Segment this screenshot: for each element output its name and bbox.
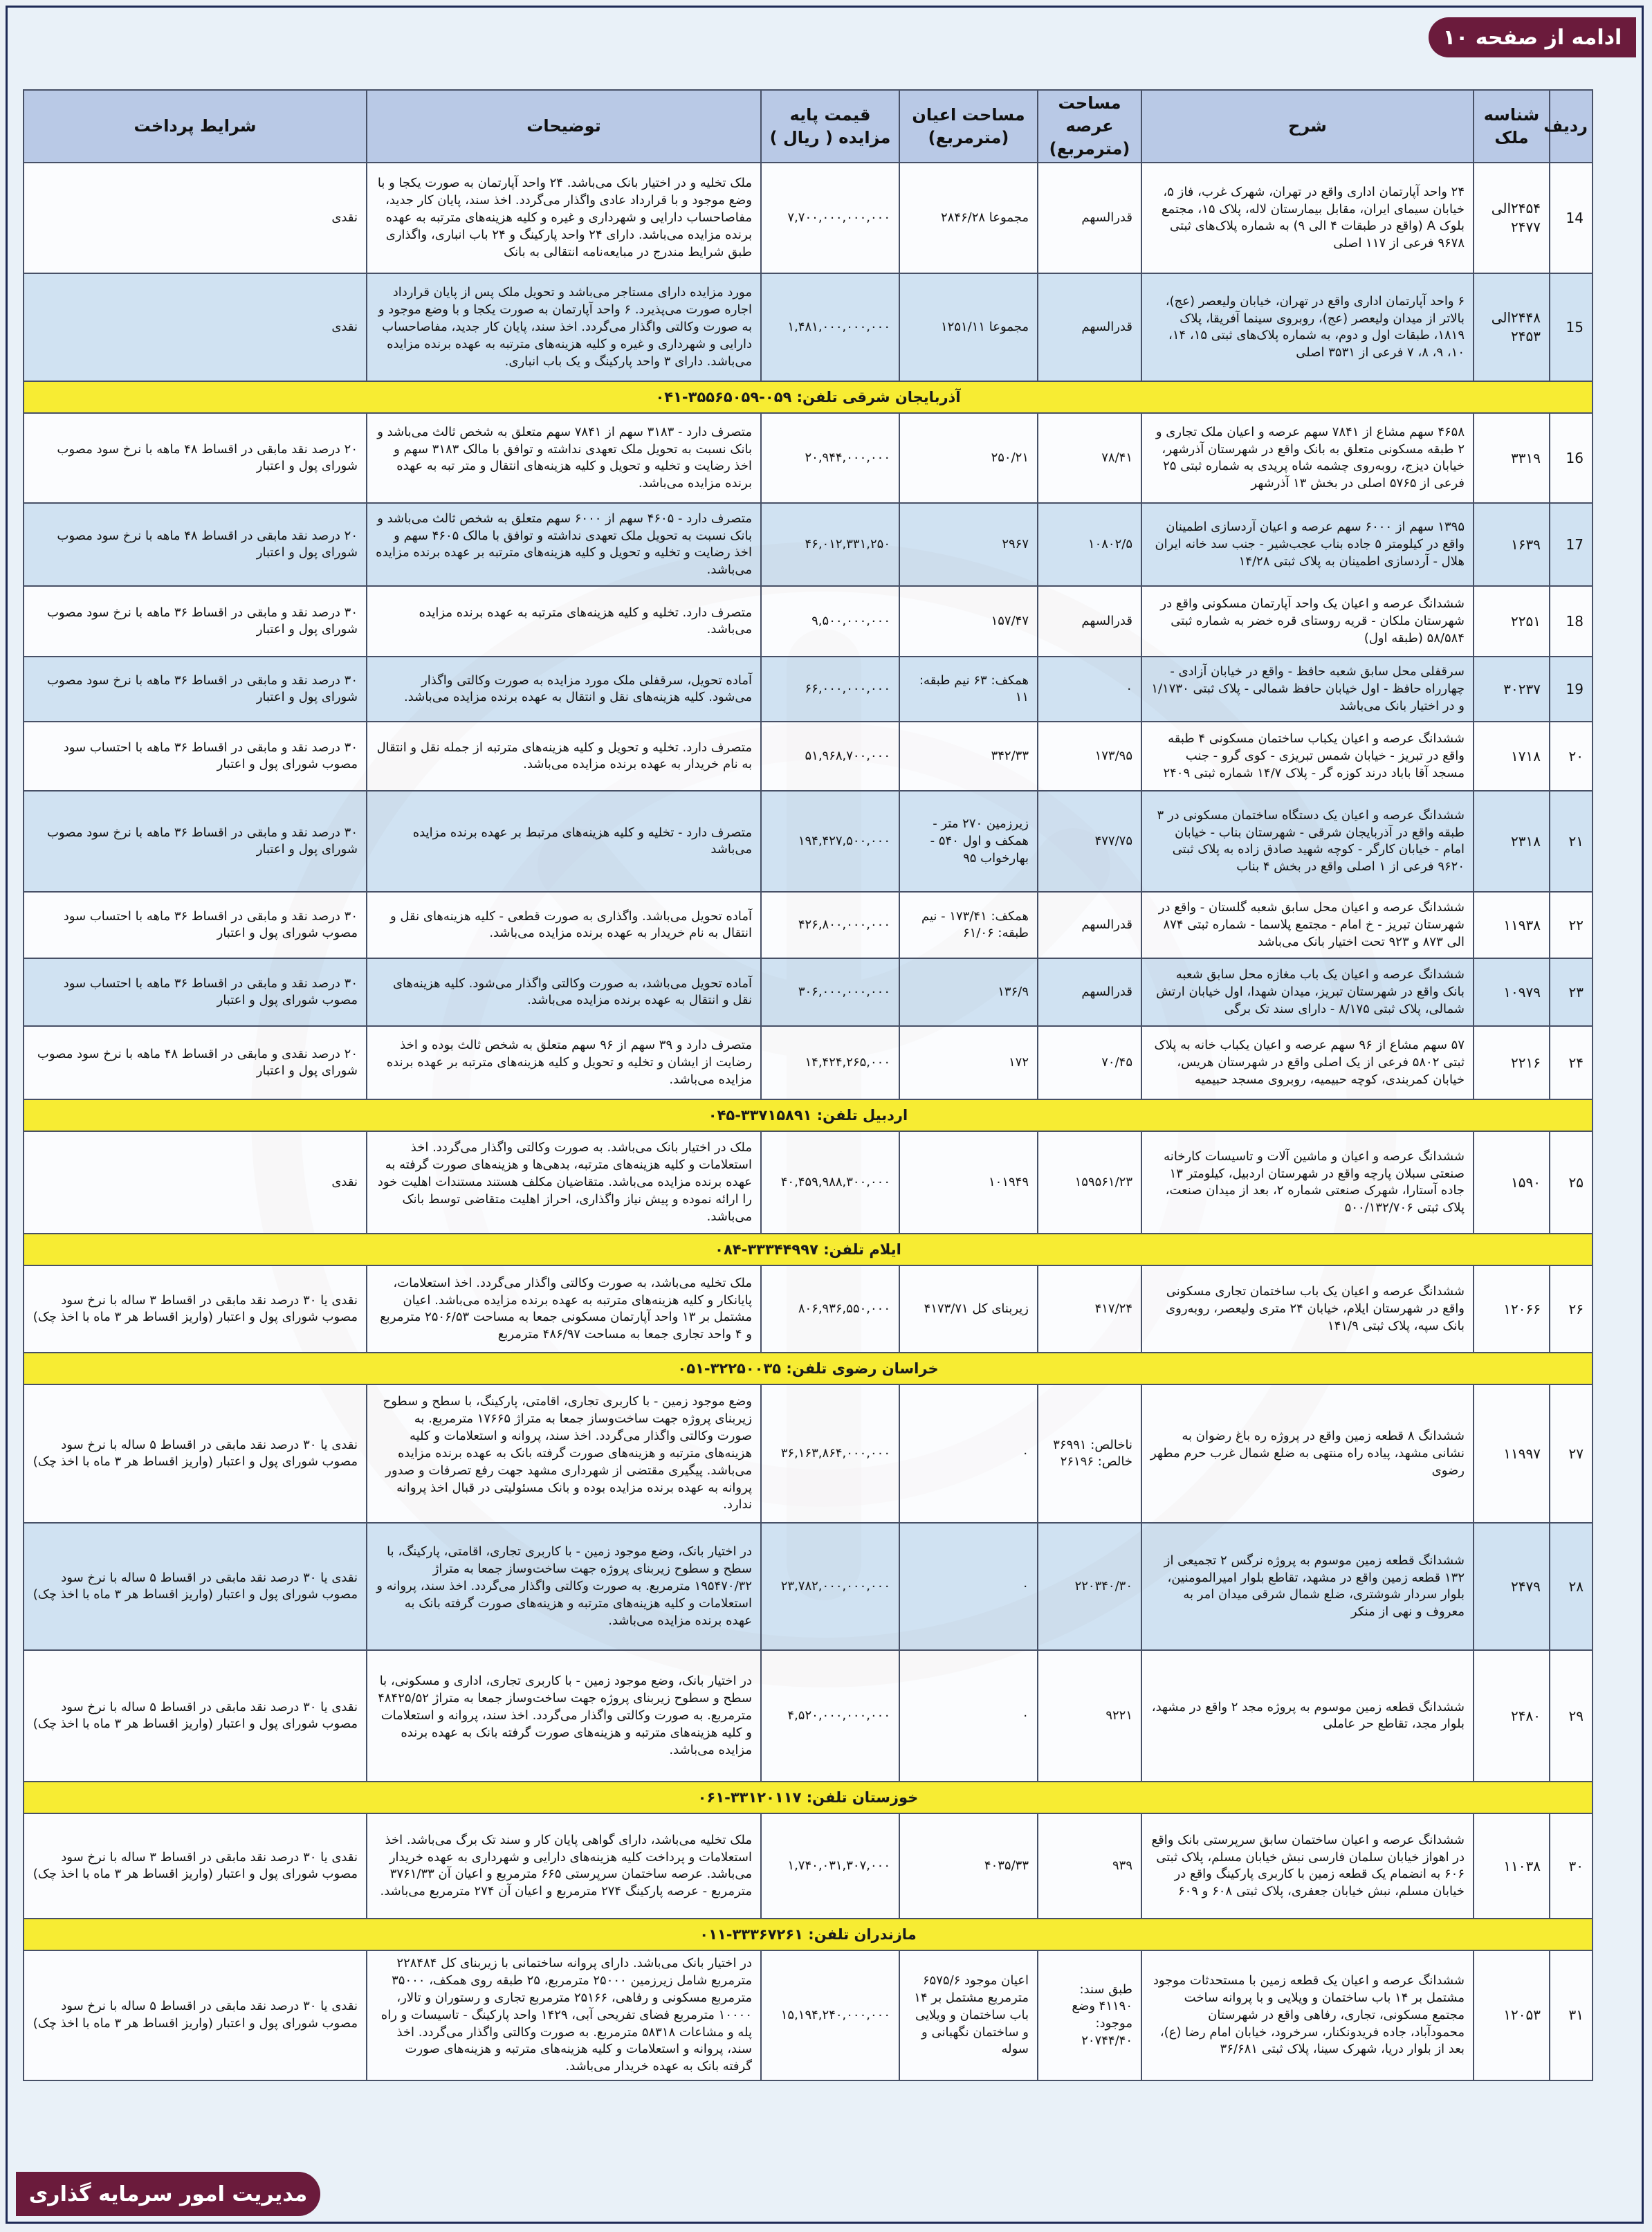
property-description: ششدانگ عرصه و اعیان و ماشین آلات و تاسیسات کارخانه صنعتی سبلان پارچه واقع در شهرستان اردبیل، کیلومتر ۱۳ جاده آستارا، شهرک صنعتی شماره ۲، بعد از میدان صنعت، پلاک ثبتی ۵۰۰/۱۳۲/۷۰۶ — [1141, 1131, 1474, 1234]
page-frame — [6, 6, 1644, 2224]
row-number: 15 — [1550, 273, 1593, 381]
land-area: قدرالسهم — [1038, 958, 1141, 1026]
table-row — [24, 163, 1593, 273]
property-code: ۱۷۱۸ — [1474, 722, 1550, 791]
payment-terms: ۲۰ درصد نقد مابقی در اقساط ۴۸ ماهه با نرخ سود مصوب شورای پول و اعتبار — [24, 413, 367, 503]
land-area: ۱۵۹۵۶۱/۲۳ — [1038, 1131, 1141, 1234]
header-radif: ردیف — [1550, 90, 1593, 163]
property-code: ۲۲۵۱ — [1474, 586, 1550, 657]
property-notes: متصرف دارد. تخلیه و کلیه هزینه‌های مترتبه به عهده برنده مزایده می‌باشد. — [367, 586, 761, 657]
property-code: ۲۴۵۴الی ۲۴۷۷ — [1474, 163, 1550, 273]
row-number: ۲۷ — [1550, 1384, 1593, 1523]
payment-terms: نقدی — [24, 1131, 367, 1234]
row-number: ۲۰ — [1550, 722, 1593, 791]
table-row — [24, 1950, 1593, 2080]
payment-terms: ۳۰ درصد نقد و مابقی در اقساط ۳۶ ماهه با نرخ سود مصوب شورای پول و اعتبار — [24, 586, 367, 657]
header-code: شناسه ملک — [1474, 90, 1550, 163]
base-price: ۴۶,۰۱۲,۳۳۱,۲۵۰ — [761, 503, 899, 586]
building-area: ۰ — [899, 1523, 1038, 1650]
property-notes: متصرف دارد و ۳۹ سهم از ۹۶ سهم متعلق به شخص ثالث بوده و اخذ رضایت از ایشان و تخلیه و تحویل و کلیه هزینه‌های مترتبه بر عهده برنده مزایده می‌باشد. — [367, 1026, 761, 1099]
land-area: ناخالص: ۳۶۹۹۱ خالص: ۲۶۱۹۶ — [1038, 1384, 1141, 1523]
payment-terms: نقدی یا ۳۰ درصد نقد مابقی در اقساط ۵ ساله با نرخ سود مصوب شورای پول و اعتبار (واریز اقساط هر ۳ ماه با اخذ چک) — [24, 1950, 367, 2080]
property-description: ششدانگ عرصه و اعیان یک دستگاه ساختمان مسکونی در ۳ طبقه واقع در آذربایجان شرقی - شهرستان بناب - خیابان امام - خیابان کارگر - کوچه شهید صادق زاده به پلاک ثبتی ۹۶۲۰ فرعی از ۱ اصلی واقع در بخش ۴ بناب — [1141, 791, 1474, 892]
building-area: همکف: ۱۷۳/۴۱ - نیم طبقه: ۶۱/۰۶ — [899, 892, 1038, 958]
region-header-row — [24, 1353, 1593, 1384]
property-notes: در اختیار بانک، وضع موجود زمین - با کاربری تجاری، اداری و مسکونی، با سطح و سطوح زیربنای پروژه جهت ساخت‌وساز جمعا به متراژ ۴۸۴۲۵/۵۲ مترمربع. به صورت وکالتی واگذار می‌گردد. اخذ سند، پروانه و استعلامات و کلیه هزینه‌های مترتبه و هزینه‌های صورت گرفته بانک به عهده برنده مزایده می‌باشد. — [367, 1650, 761, 1782]
payment-terms: نقدی — [24, 163, 367, 273]
table-row — [24, 273, 1593, 381]
row-number: ۲۶ — [1550, 1265, 1593, 1353]
land-area: ۹۳۹ — [1038, 1813, 1141, 1919]
property-code: ۳۳۱۹ — [1474, 413, 1550, 503]
land-area: ۷۸/۴۱ — [1038, 413, 1141, 503]
land-area: ۴۷۷/۷۵ — [1038, 791, 1141, 892]
land-area: قدرالسهم — [1038, 273, 1141, 381]
building-area: زیرزمین ۲۷۰ متر - همکف و اول ۵۴۰ - بهارخواب ۹۵ — [899, 791, 1038, 892]
property-notes: آماده تحویل می‌باشد، به صورت وکالتی واگذار می‌شود. کلیه هزینه‌های نقل و انتقال به عهده برنده مزایده می‌باشد. — [367, 958, 761, 1026]
table-row — [24, 958, 1593, 1026]
property-notes: متصرف دارد - ۳۱۸۳ سهم از ۷۸۴۱ سهم متعلق به شخص ثالث می‌باشد و بانک نسبت به تحویل ملک تعهدی نداشته و توافق با مالک ۳۱۸۳ سهم و اخذ رضایت و تخلیه و تحویل و کلیه هزینه‌های انتقال و متر تبه به عهده برنده مزایده می‌باشد. — [367, 413, 761, 503]
property-description: ششدانگ عرصه و اعیان یک باب ساختمان تجاری مسکونی واقع در شهرستان ایلام، خیابان ۲۴ متری ولیعصر، روبه‌روی بانک سپه، پلاک ثبتی ۱۴۱/۹ — [1141, 1265, 1474, 1353]
land-area: ۲۲۰۳۴۰/۳۰ — [1038, 1523, 1141, 1650]
property-description: ۶ واحد آپارتمان اداری واقع در تهران، خیابان ولیعصر (عج)، بالاتر از میدان ولیعصر (عج)، روبروی سینما آفریقا، پلاک ۱۸۱۹، طبقات اول و دوم، به شماره پلاک‌های ثبتی ۱۵، ۱۴، ۱۰، ۹، ۸، ۷ فرعی از ۳۵۳۱ اصلی — [1141, 273, 1474, 381]
payment-terms: ۲۰ درصد نقد مابقی در اقساط ۴۸ ماهه با نرخ سود مصوب شورای پول و اعتبار — [24, 503, 367, 586]
property-code: ۱۲۰۵۳ — [1474, 1950, 1550, 2080]
region-header-row — [24, 1099, 1593, 1131]
payment-terms: ۳۰ درصد نقد و مابقی در اقساط ۳۶ ماهه با نرخ سود مصوب شورای پول و اعتبار — [24, 791, 367, 892]
building-area: ۰ — [899, 1650, 1038, 1782]
region-header-row — [24, 1919, 1593, 1950]
property-notes: آماده تحویل، سرقفلی ملک مورد مزایده به صورت وکالتی واگذار می‌شود. کلیه هزینه‌های نقل و انتقال به عهده برنده مزایده می‌باشد. — [367, 657, 761, 722]
table-row — [24, 503, 1593, 586]
row-number: ۲۹ — [1550, 1650, 1593, 1782]
base-price: ۹,۵۰۰,۰۰۰,۰۰۰ — [761, 586, 899, 657]
row-number: ۲۴ — [1550, 1026, 1593, 1099]
table-header-row — [24, 90, 1593, 163]
table-row — [24, 791, 1593, 892]
payment-terms: نقدی یا ۳۰ درصد نقد مابقی در اقساط ۳ ساله با نرخ سود مصوب شورای پول و اعتبار (واریز اقساط هر ۳ ماه با اخذ چک) — [24, 1813, 367, 1919]
payment-terms: ۳۰ درصد نقد و مابقی در اقساط ۳۶ ماهه با احتساب سود مصوب شورای پول و اعتبار — [24, 722, 367, 791]
row-number: ۲۲ — [1550, 892, 1593, 958]
base-price: ۳۶,۱۶۳,۸۶۴,۰۰۰,۰۰۰ — [761, 1384, 899, 1523]
row-number: 17 — [1550, 503, 1593, 586]
property-notes: در اختیار بانک می‌باشد. دارای پروانه ساختمانی با زیربنای کل ۲۲۸۴۸۴ مترمربع شامل زیرزمین ۲۵۰۰۰ مترمربع، ۲۵ طبقه روی همکف، ۳۵۰۰۰ مترمربع مسکونی و رفاهی، ۲۵۱۶۶ مترمربع تجاری و رستوران و تالار، ۱۰۰۰۰ مترمربع فضای تفریحی آبی، ۱۴۲۹ واحد پارکینگ - تاسیسات و راه پله و مشاعات ۵۸۳۱۸ مترمربع. به صورت وکالتی واگذار می‌گردد. اخذ سند، پروانه و استعلامات و کلیه هزینه‌های مترتبه و هزینه‌های صورت گرفته بانک به عهده خریدار می‌باشد. — [367, 1950, 761, 2080]
header-land-area: مساحت عرصه (مترمربع) — [1038, 90, 1141, 163]
building-area: ۱۷۲ — [899, 1026, 1038, 1099]
property-code: ۳۰۲۳۷ — [1474, 657, 1550, 722]
building-area: ۳۴۲/۳۳ — [899, 722, 1038, 791]
building-area: ۲۵۰/۲۱ — [899, 413, 1038, 503]
region-label: مازندران تلفن: ۳۳۳۶۷۲۶۱-۰۱۱ — [24, 1919, 1593, 1950]
payment-terms: نقدی یا ۳۰ درصد نقد مابقی در اقساط ۳ ساله با نرخ سود مصوب شورای پول و اعتبار (واریز اقساط هر ۳ ماه با اخذ چک) — [24, 1265, 367, 1353]
building-area: ۲۹۶۷ — [899, 503, 1038, 586]
investment-management-footer: مدیریت امور سرمایه گذاری — [16, 2172, 320, 2216]
row-number: 16 — [1550, 413, 1593, 503]
region-header-row — [24, 381, 1593, 413]
base-price: ۱,۷۴۰,۰۳۱,۳۰۷,۰۰۰ — [761, 1813, 899, 1919]
property-description: ششدانگ قطعه زمین موسوم به پروژه مجد ۲ واقع در مشهد، بلوار مجد، تقاطع حر عاملی — [1141, 1650, 1474, 1782]
land-area: ۱۰۸۰۲/۵ — [1038, 503, 1141, 586]
payment-terms: نقدی یا ۳۰ درصد نقد مابقی در اقساط ۵ ساله با نرخ سود مصوب شورای پول و اعتبار (واریز اقساط هر ۳ ماه با اخذ چک) — [24, 1384, 367, 1523]
property-description: ششدانگ عرصه و اعیان یک قطعه زمین با مستحدثات موجود مشتمل بر ۱۴ باب ساختمان و ویلایی و با پروانه ساخت مجتمع مسکونی، تجاری، رفاهی واقع در شهرستان محمودآباد، جاده فریدونکنار، سرخرود، خیابان امام رضا (ع)، بعد از بلوار دریا، شهرک سینا، پلاک ثبتی ۳۶/۶۸۱ — [1141, 1950, 1474, 2080]
property-notes: مورد مزایده دارای مستاجر می‌باشد و تحویل ملک پس از پایان قرارداد اجاره صورت می‌پذیرد. ۶ واحد آپارتمان به صورت یکجا و با وضع موجود و به صورت وکالتی واگذار می‌گردد. اخذ سند، پایان کار جدید، مفاصاحساب دارایی و شهرداری و غیره و کلیه هزینه‌های مترتبه به عهده برنده مزایده می‌باشد. دارای ۳ واحد پارکینگ و یک باب انباری. — [367, 273, 761, 381]
property-code: ۱۰۹۷۹ — [1474, 958, 1550, 1026]
property-description: ششدانگ عرصه و اعیان یک واحد آپارتمان مسکونی واقع در شهرستان ملکان - قریه روستای قره خضر به شماره ثبتی ۵۸/۵۸۴ (طبقه اول) — [1141, 586, 1474, 657]
building-area: همکف: ۶۳ نیم طبقه: ۱۱ — [899, 657, 1038, 722]
continued-from-page-label: ادامه از صفحه ۱۰ — [1429, 17, 1636, 57]
row-number: 19 — [1550, 657, 1593, 722]
building-area: زیربنای کل ۴۱۷۳/۷۱ — [899, 1265, 1038, 1353]
table-row — [24, 1384, 1593, 1523]
property-code: ۱۱۹۹۷ — [1474, 1384, 1550, 1523]
header-payment-terms: شرایط پرداخت — [24, 90, 367, 163]
payment-terms: ۳۰ درصد نقد و مابقی در اقساط ۳۶ ماهه با نرخ سود مصوب شورای پول و اعتبار — [24, 657, 367, 722]
header-notes: توضیحات — [367, 90, 761, 163]
land-area: قدرالسهم — [1038, 163, 1141, 273]
land-area: طبق سند: ۴۱۱۹۰ وضع موجود: ۲۰۷۴۴/۴۰ — [1038, 1950, 1141, 2080]
land-area: قدرالسهم — [1038, 586, 1141, 657]
property-notes: در اختیار بانک، وضع موجود زمین - با کاربری تجاری، اقامتی، پارکینگ، با سطح و سطوح زیربنای پروژه جهت ساخت‌وساز جمعا به متراژ ۱۹۵۴۷۰/۳۲ مترمربع. به صورت وکالتی واگذار می‌گردد. اخذ سند، پروانه و استعلامات و کلیه هزینه‌های مترتبه و هزینه‌های صورت گرفته بانک به عهده برنده مزایده می‌باشد. — [367, 1523, 761, 1650]
base-price: ۶۶,۰۰۰,۰۰۰,۰۰۰ — [761, 657, 899, 722]
table-row — [24, 892, 1593, 958]
land-area: ۱۷۳/۹۵ — [1038, 722, 1141, 791]
property-notes: وضع موجود زمین - با کاربری تجاری، اقامتی، پارکینگ، با سطح و سطوح زیربنای پروژه جهت ساخت‌وساز جمعا به متراژ ۱۷۶۶۵ مترمربع. به صورت وکالتی واگذار می‌گردد. اخذ سند، پروانه و استعلامات و کلیه هزینه‌های مترتبه و هزینه‌های صورت گرفته بانک به عهده برنده مزایده می‌باشد. پیگیری مقتضی از شهرداری مشهد جهت رفع تصرفات و صدور پروانه به عهده برنده مزایده بوده و بانک مسئولیتی در قبال اخذ پروانه ندارد. — [367, 1384, 761, 1523]
row-number: ۲۸ — [1550, 1523, 1593, 1650]
building-area: مجموعا ۱۲۵۱/۱۱ — [899, 273, 1038, 381]
property-description: ششدانگ ۸ قطعه زمین واقع در پروژه ره باغ رضوان به نشانی مشهد، پیاده راه منتهی به ضلع شمال غرب حرم مطهر رضوی — [1141, 1384, 1474, 1523]
property-notes: ملک تخلیه می‌باشد، به صورت وکالتی واگذار می‌گردد. اخذ استعلامات، پایانکار و کلیه هزینه‌های مترتبه به عهده برنده مزایده می‌باشد. اعیان مشتمل بر ۱۳ واحد آپارتمان مسکونی جمعا به مساحت ۲۵۰۶/۵۳ مترمربع و ۴ واحد تجاری جمعا به مساحت ۴۸۶/۹۷ مترمربع — [367, 1265, 761, 1353]
row-number: 14 — [1550, 163, 1593, 273]
row-number: 18 — [1550, 586, 1593, 657]
table-row — [24, 1265, 1593, 1353]
property-code: ۲۲۱۶ — [1474, 1026, 1550, 1099]
table-row — [24, 722, 1593, 791]
row-number: ۲۳ — [1550, 958, 1593, 1026]
payment-terms: ۲۰ درصد نقدی و مابقی در اقساط ۴۸ ماهه با نرخ سود مصوب شورای پول و اعتبار — [24, 1026, 367, 1099]
property-description: ۵۷ سهم مشاع از ۹۶ سهم عرصه و اعیان یکباب خانه به پلاک ثبتی ۵۸۰۲ فرعی از یک اصلی واقع در شهرستان هریس، خیابان کمربندی، کوچه حبیمیه، روبروی مسجد حبیمیه — [1141, 1026, 1474, 1099]
base-price: ۱,۴۸۱,۰۰۰,۰۰۰,۰۰۰ — [761, 273, 899, 381]
base-price: ۲۳,۷۸۲,۰۰۰,۰۰۰,۰۰۰ — [761, 1523, 899, 1650]
property-code: ۲۳۱۸ — [1474, 791, 1550, 892]
header-building-area: مساحت اعیان (مترمربع) — [899, 90, 1038, 163]
building-area: مجموعا ۲۸۴۶/۲۸ — [899, 163, 1038, 273]
base-price: ۴,۵۲۰,۰۰۰,۰۰۰,۰۰۰ — [761, 1650, 899, 1782]
table-row — [24, 586, 1593, 657]
base-price: ۲۰,۹۴۴,۰۰۰,۰۰۰ — [761, 413, 899, 503]
property-code: ۲۴۴۸الی ۲۴۵۳ — [1474, 273, 1550, 381]
property-description: ششدانگ عرصه و اعیان محل سابق شعبه گلستان - واقع در شهرستان تبریز - خ امام - مجتمع پلاسما - شماره ثبتی ۸۷۴ الی ۸۷۳ و ۹۲۳ تحت اختیار بانک می‌باشد — [1141, 892, 1474, 958]
property-code: ۱۱۹۳۸ — [1474, 892, 1550, 958]
land-area: ۹۲۲۱ — [1038, 1650, 1141, 1782]
property-description: ششدانگ عرصه و اعیان ساختمان سابق سرپرستی بانک واقع در اهواز خیابان سلمان فارسی نبش خیابان مسلم، پلاک ثبتی ۶۰۶ به انضمام یک قطعه زمین با کاربری پارکینگ واقع در خیابان مسلم، نبش خیابان جعفری، پلاک ثبتی ۶۰۸ و ۶۰۹ — [1141, 1813, 1474, 1919]
region-label: اردبیل تلفن: ۳۳۷۱۵۸۹۱-۰۴۵ — [24, 1099, 1593, 1131]
property-description: ۲۴ واحد آپارتمان اداری واقع در تهران، شهرک غرب، فاز ۵، خیابان سیمای ایران، مقابل بیمارستان لاله، پلاک ۱۵، مجتمع بلوک A (واقع در طبقات ۴ الی ۹) به شماره پلاک‌های ثبتی ۹۶۷۸ فرعی از ۱۱۷ اصلی — [1141, 163, 1474, 273]
property-code: ۱۶۳۹ — [1474, 503, 1550, 586]
land-area: ۴۱۷/۲۴ — [1038, 1265, 1141, 1353]
region-header-row — [24, 1234, 1593, 1265]
property-description: سرقفلی محل سابق شعبه حافظ - واقع در خیابان آزادی - چهارراه حافظ - اول خیابان حافظ شمالی - پلاک ثبتی ۱/۱۷۳۰ و در اختیار بانک می‌باشد — [1141, 657, 1474, 722]
building-area: ۱۵۷/۴۷ — [899, 586, 1038, 657]
property-notes: متصرف دارد - ۴۶۰۵ سهم از ۶۰۰۰ سهم متعلق به شخص ثالث می‌باشد و بانک نسبت به تحویل ملک تعهدی نداشته و توافق با مالک ۴۶۰۵ سهم و اخذ رضایت و تخلیه و تحویل و کلیه هزینه‌های مترتبه بر عهده برنده مزایده می‌باشد. — [367, 503, 761, 586]
base-price: ۱۵,۱۹۴,۲۴۰,۰۰۰,۰۰۰ — [761, 1950, 899, 2080]
building-area: ۱۳۶/۹ — [899, 958, 1038, 1026]
row-number: ۲۵ — [1550, 1131, 1593, 1234]
property-notes: ملک تخلیه می‌باشد، دارای گواهی پایان کار و سند تک برگ می‌باشد. اخذ استعلامات و پرداخت کلیه هزینه‌های دارایی و شهرداری به عهده خریدار می‌باشد. عرصه ساختمان سرپرستی ۶۶۵ مترمربع و اعیان آن ۳۷۶۱/۳۳ مترمربع - عرصه پارکینگ ۲۷۴ مترمربع و اعیان آن ۲۷۴ مترمربع می‌باشد. — [367, 1813, 761, 1919]
property-code: ۱۵۹۰ — [1474, 1131, 1550, 1234]
property-description: ۴۶۵۸ سهم مشاع از ۷۸۴۱ سهم عرصه و اعیان ملک تجاری و ۲ طبقه مسکونی متعلق به بانک واقع در شهرستان آذرشهر، خیابان دیزج، روبه‌روی چشمه شاه پریدی به شماره ثبتی ۲۵ فرعی از ۵۷۶۵ اصلی در بخش ۱۳ آذرشهر — [1141, 413, 1474, 503]
payment-terms: نقدی یا ۳۰ درصد نقد مابقی در اقساط ۵ ساله با نرخ سود مصوب شورای پول و اعتبار (واریز اقساط هر ۳ ماه با اخذ چک) — [24, 1523, 367, 1650]
property-description: ۱۳۹۵ سهم از ۶۰۰۰ سهم عرصه و اعیان آردسازی اطمینان واقع در کیلومتر ۵ جاده بناب عجب‌شیر - جنب سد خانه ایران هلال - آردسازی اطمینان به پلاک ثبتی ۱۴/۲۸ — [1141, 503, 1474, 586]
property-description: ششدانگ قطعه زمین موسوم به پروژه نرگس ۲ تجمیعی از ۱۳۲ قطعه زمین واقع در مشهد، تقاطع بلوار امیرالمومنین، بلوار سردار شوشتری، ضلع شمال شرقی میدان امر به معروف و نهی از منکر — [1141, 1523, 1474, 1650]
base-price: ۴۲۶,۸۰۰,۰۰۰,۰۰۰ — [761, 892, 899, 958]
property-code: ۱۲۰۶۶ — [1474, 1265, 1550, 1353]
property-notes: ملک در اختیار بانک می‌باشد. به صورت وکالتی واگذار می‌گردد. اخذ استعلامات و کلیه هزینه‌های مترتبه، بدهی‌ها و هزینه‌های صورت گرفته به عهده برنده مزایده می‌باشد. متقاضیان مکلف هستند مستندات اهلیت خود را ارائه نموده و پیش نیاز واگذاری، احراز اهلیت متقاضی توسط بانک می‌باشد. — [367, 1131, 761, 1234]
property-auction-table — [23, 89, 1593, 2081]
table-row — [24, 1813, 1593, 1919]
property-notes: آماده تحویل می‌باشد. واگذاری به صورت قطعی - کلیه هزینه‌های نقل و انتقال به نام خریدار به عهده برنده مزایده می‌باشد. — [367, 892, 761, 958]
property-code: ۱۱۰۳۸ — [1474, 1813, 1550, 1919]
region-header-row — [24, 1782, 1593, 1813]
base-price: ۱۹۴,۴۲۷,۵۰۰,۰۰۰ — [761, 791, 899, 892]
region-label: خراسان رضوی تلفن: ۳۲۲۵۰۰۳۵-۰۵۱ — [24, 1353, 1593, 1384]
property-notes: متصرف دارد - تخلیه و کلیه هزینه‌های مرتبط بر عهده برنده مزایده می‌باشد — [367, 791, 761, 892]
region-label: ایلام تلفن: ۳۳۳۴۴۹۹۷-۰۸۴ — [24, 1234, 1593, 1265]
land-area: قدرالسهم — [1038, 892, 1141, 958]
table-row — [24, 1131, 1593, 1234]
building-area: ۰ — [899, 1384, 1038, 1523]
building-area: ۱۰۱۹۴۹ — [899, 1131, 1038, 1234]
base-price: ۷,۷۰۰,۰۰۰,۰۰۰,۰۰۰ — [761, 163, 899, 273]
property-code: ۲۴۸۰ — [1474, 1650, 1550, 1782]
row-number: ۳۰ — [1550, 1813, 1593, 1919]
land-area: ۰ — [1038, 657, 1141, 722]
property-notes: متصرف دارد. تخلیه و تحویل و کلیه هزینه‌های مترتبه از جمله نقل و انتقال به نام خریدار به عهده برنده مزایده می‌باشد. — [367, 722, 761, 791]
table-row — [24, 1523, 1593, 1650]
base-price: ۳۰۶,۰۰۰,۰۰۰,۰۰۰ — [761, 958, 899, 1026]
payment-terms: نقدی یا ۳۰ درصد نقد مابقی در اقساط ۵ ساله با نرخ سود مصوب شورای پول و اعتبار (واریز اقساط هر ۳ ماه با اخذ چک) — [24, 1650, 367, 1782]
region-label: آذربایجان شرقی تلفن: ۰۵۹-۳۵۵۶۵۰۵۹-۰۴۱ — [24, 381, 1593, 413]
row-number: ۳۱ — [1550, 1950, 1593, 2080]
base-price: ۸۰۶,۹۳۶,۵۵۰,۰۰۰ — [761, 1265, 899, 1353]
land-area: ۷۰/۴۵ — [1038, 1026, 1141, 1099]
base-price: ۱۴,۴۲۴,۲۶۵,۰۰۰ — [761, 1026, 899, 1099]
building-area: ۴۰۳۵/۳۳ — [899, 1813, 1038, 1919]
payment-terms: نقدی — [24, 273, 367, 381]
table-row — [24, 1026, 1593, 1099]
header-base-price: قیمت پایه مزایده ( ریال ) — [761, 90, 899, 163]
row-number: ۲۱ — [1550, 791, 1593, 892]
property-description: ششدانگ عرصه و اعیان یکباب ساختمان مسکونی ۴ طبقه واقع در تبریز - خیابان شمس تبریزی - کوی گرو - جنب مسجد آقا باباد درند کوزه گر - پلاک ۱۴/۷ شماره ثبتی ۲۴۰۹ — [1141, 722, 1474, 791]
payment-terms: ۳۰ درصد نقد و مابقی در اقساط ۳۶ ماهه با احتساب سود مصوب شورای پول و اعتبار — [24, 958, 367, 1026]
payment-terms: ۳۰ درصد نقد و مابقی در اقساط ۳۶ ماهه با احتساب سود مصوب شورای پول و اعتبار — [24, 892, 367, 958]
table-row — [24, 413, 1593, 503]
base-price: ۴۰,۴۵۹,۹۸۸,۳۰۰,۰۰۰ — [761, 1131, 899, 1234]
building-area: اعیان موجود ۶۵۷۵/۶ مترمربع مشتمل بر ۱۴ باب ساختمان و ویلایی و ساختمان نگهبانی و سوله — [899, 1950, 1038, 2080]
base-price: ۵۱,۹۶۸,۷۰۰,۰۰۰ — [761, 722, 899, 791]
property-notes: ملک تخلیه و در اختیار بانک می‌باشد. ۲۴ واحد آپارتمان به صورت یکجا و با وضع موجود و با قرارداد عادی واگذار می‌گردد. اخذ سند، پایان کار جدید، مفاصاحساب دارایی و شهرداری و غیره و کلیه هزینه‌های مترتبه به عهده برنده مزایده می‌باشد. دارای ۲۴ واحد پارکینگ و ۲۴ باب انباری، واگذاری طبق شرایط مندرج در مبایعه‌نامه انتقالی به بانک — [367, 163, 761, 273]
region-label: خوزستان تلفن: ۳۳۱۲۰۱۱۷-۰۶۱ — [24, 1782, 1593, 1813]
header-description: شرح — [1141, 90, 1474, 163]
table-row — [24, 657, 1593, 722]
property-code: ۲۴۷۹ — [1474, 1523, 1550, 1650]
table-row — [24, 1650, 1593, 1782]
property-description: ششدانگ عرصه و اعیان یک باب مغازه محل سابق شعبه بانک واقع در شهرستان تبریز، میدان شهدا، اول خیابان ارتش شمالی، پلاک ثبتی ۸/۱۷۵ - دارای سند تک برگی — [1141, 958, 1474, 1026]
